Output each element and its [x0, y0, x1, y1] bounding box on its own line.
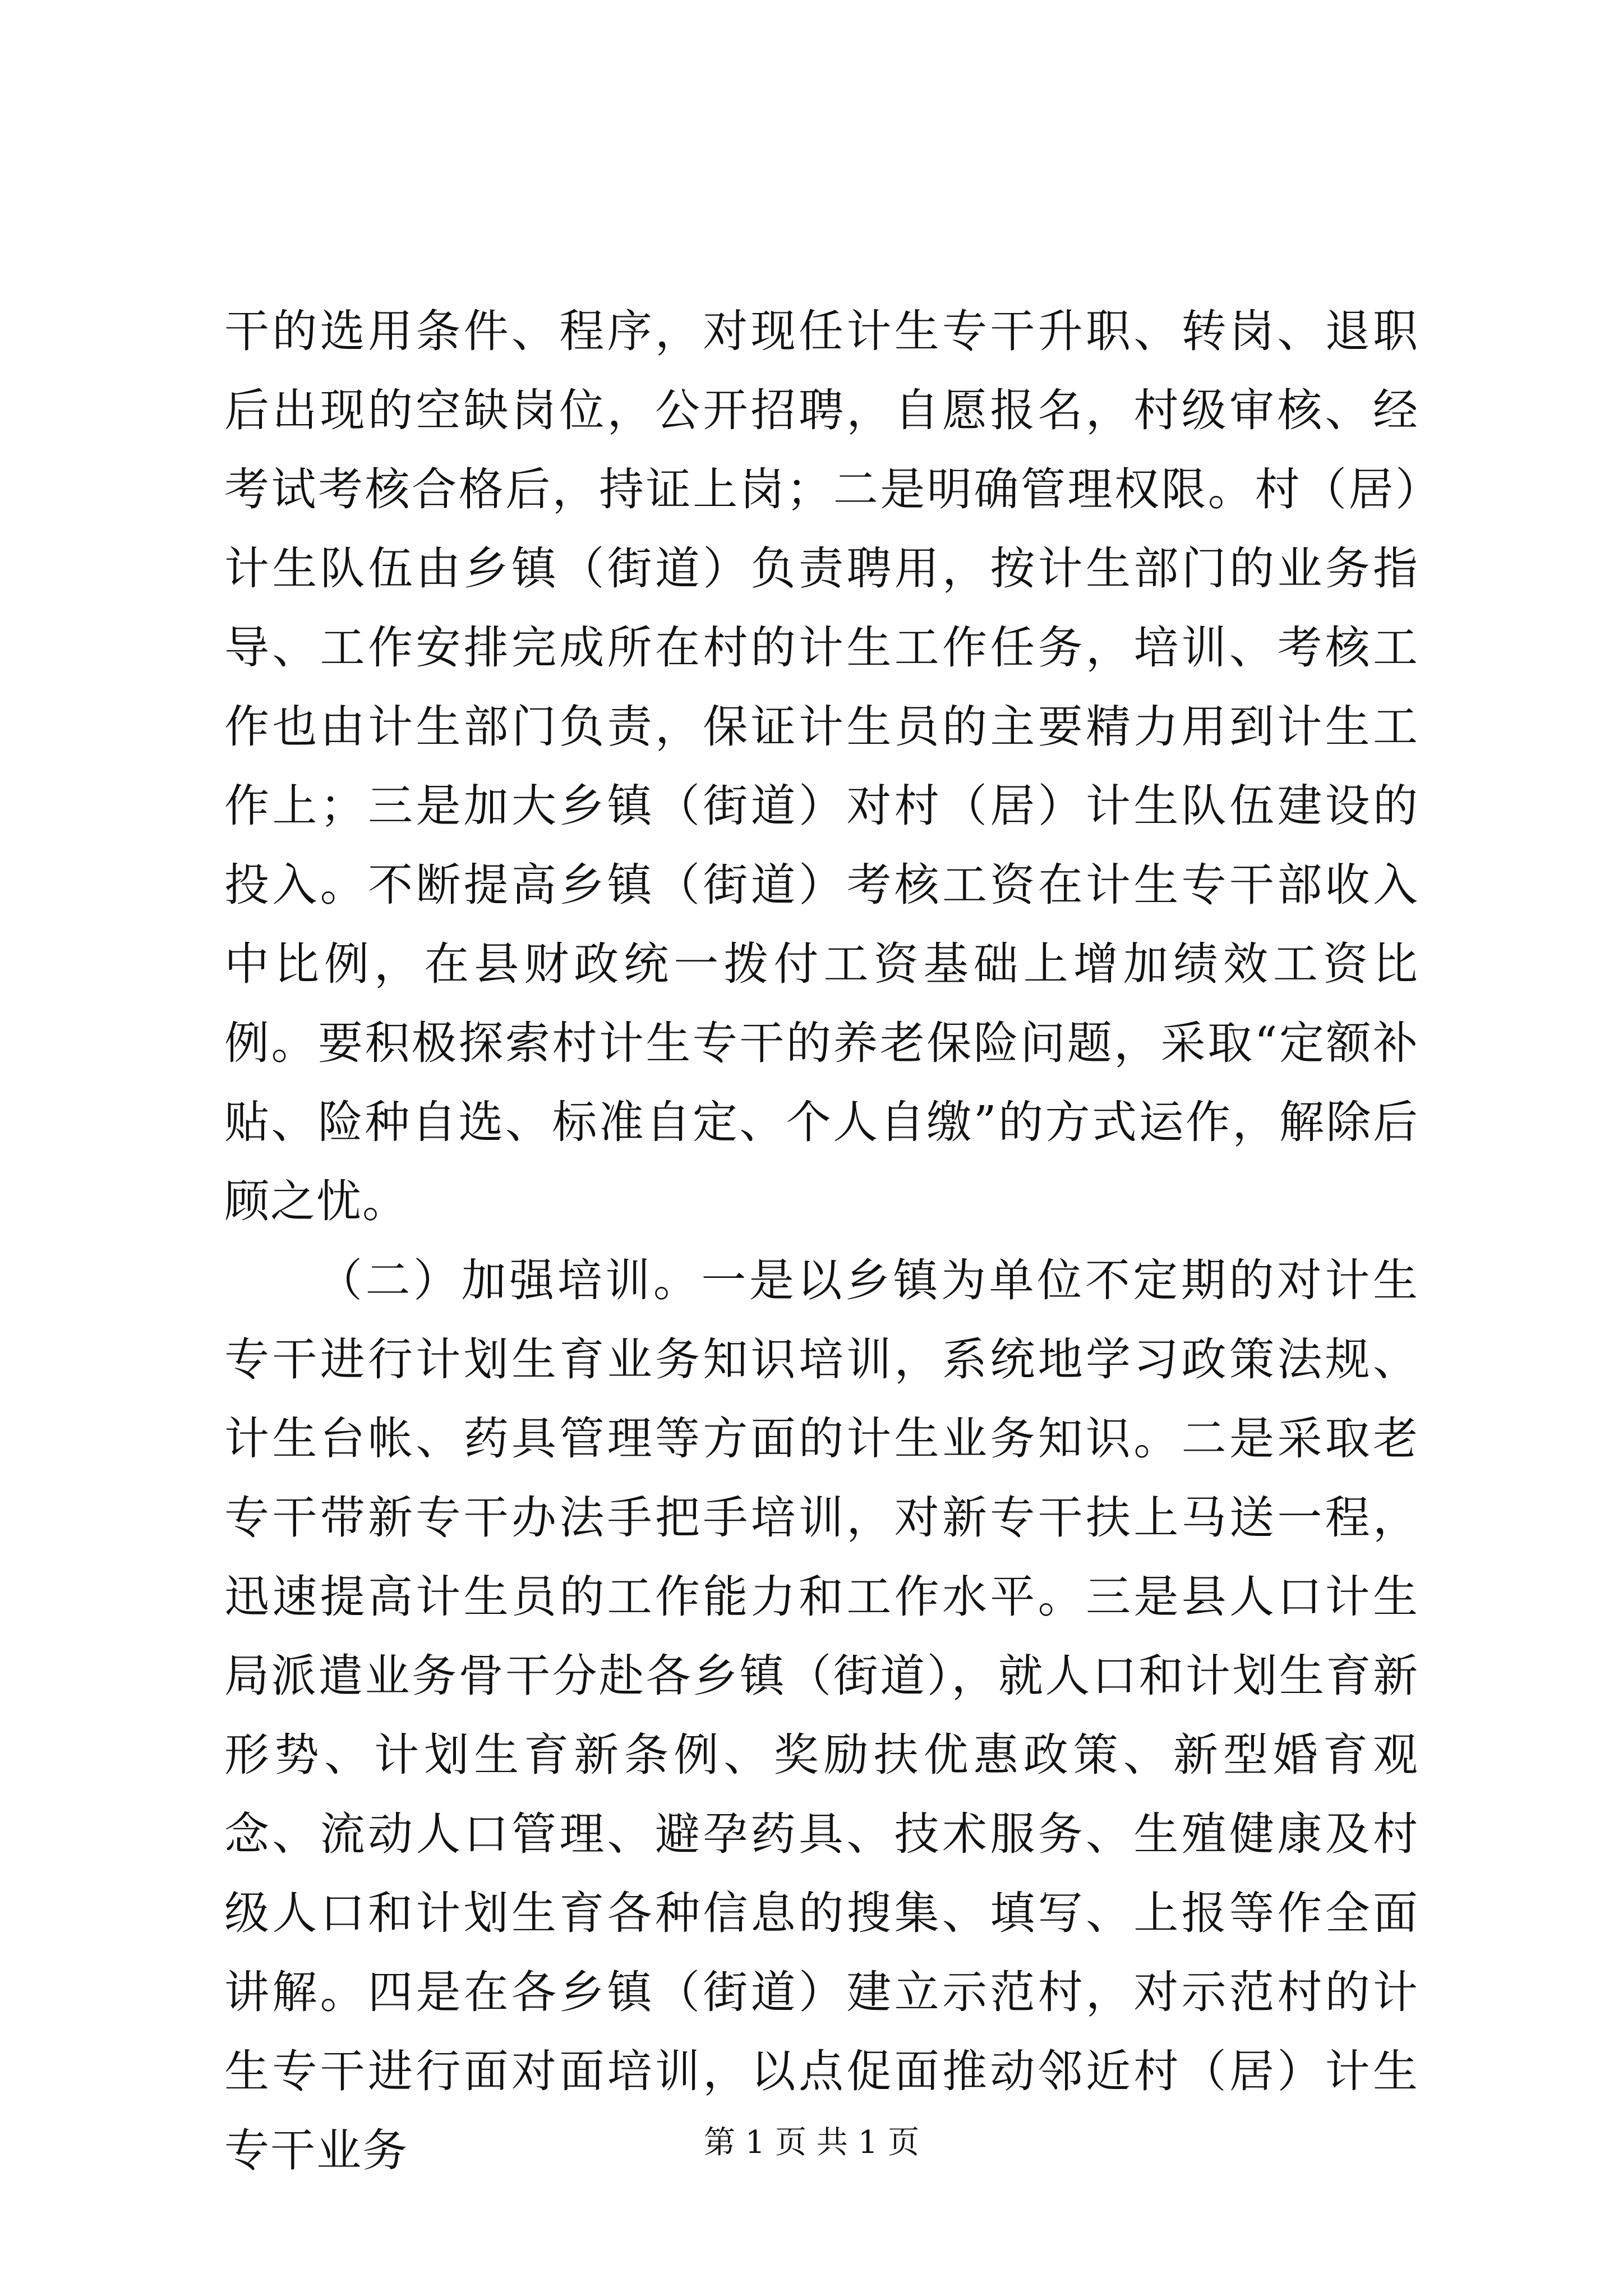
paragraph-training: （二）加强培训。一是以乡镇为单位不定期的对计生专干进行计划生育业务知识培训，系统地学习政策法规、计生台帐、药具管理等方面的计生业务知识。二是采取老专干带新专干办法手把手培训，对新专干扶上马送一程，迅速提高计生员的工作能力和工作水平。三是县人口计生局派遣业务骨干分赴各乡镇（街道），就人口和计划生育新形势、计划生育新条例、奖励扶优惠政策、新型婚育观念、流动人口管理、避孕药具、技术服务、生殖健康及村级人口和计划生育各种信息的搜集、填写、上报等作全面讲解。四是在各乡镇（街道）建立示范村，对示范村的计生专干进行面对面培训，以点促面推动邻近村（居）计生专干业务 — [224, 1254, 1419, 2177]
page-footer: 第 1 页 共 1 页 — [703, 2124, 920, 2161]
document-body — [224, 292, 1419, 2190]
paragraph-continuation: 干的选用条件、程序，对现任计生专干升职、转岗、退职后出现的空缺岗位，公开招聘，自愿报名，村级审核、经考试考核合格后，持证上岗；二是明确管理权限。村（居）计生队伍由乡镇（街道）负责聘用，按计生部门的业务指导、工作安排完成所在村的计生工作任务，培训、考核工作也由计生部门负责，保证计生员的主要精力用到计生工作上；三是加大乡镇（街道）对村（居）计生队伍建设的投入。不断提高乡镇（街道）考核工资在计生专干部收入中比例，在县财政统一拨付工资基础上增加绩效工资比例。要积极探索村计生专干的养老保险问题，采取“定额补贴、险种自选、标准自定、个人自缴”的方式运作，解除后顾之忧。 — [224, 305, 1419, 1227]
